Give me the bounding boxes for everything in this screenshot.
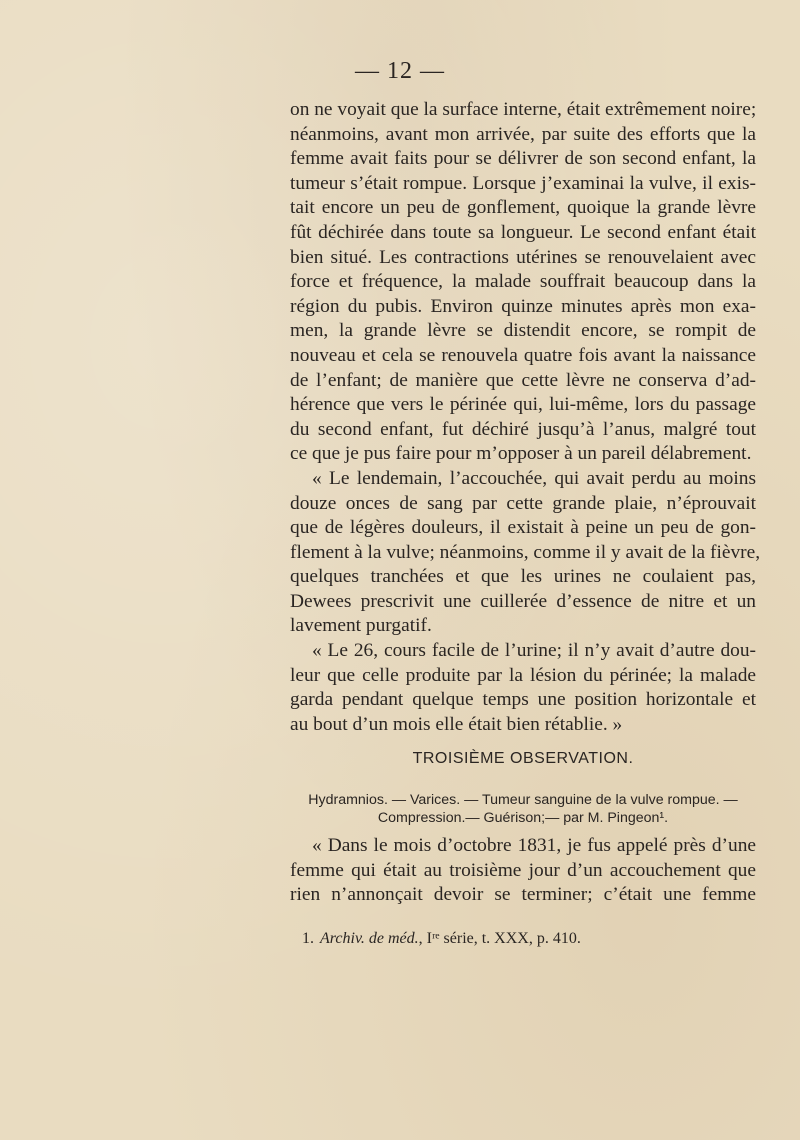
footnote-journal: Archiv. de méd.	[320, 930, 419, 947]
footnote-number: 1.	[302, 930, 314, 947]
text-line: ce que je pus faire pour m’opposer à un pareil délabrement.	[290, 443, 752, 465]
page-number: — 12 —	[355, 58, 445, 84]
text-line: « Le 26, cours facile de l’urine; il n’y avait d’autre dou-	[312, 640, 756, 662]
text-line: femme qui était au troisième jour d’un accouchement que	[290, 859, 756, 881]
text-line: bien situé. Les contractions utérines se renouvelaient avec	[290, 246, 756, 268]
text-line: fût déchirée dans toute sa longueur. Le second enfant était	[290, 221, 756, 243]
section-heading: TROISIÈME OBSERVATION.	[412, 750, 634, 767]
text-line: on ne voyait que la surface interne, était extrêmement noire;	[290, 99, 757, 120]
text-line: garda pendant quelque temps une position horizontale et	[290, 689, 756, 711]
text-line: force et fréquence, la malade souffrait beaucoup dans la	[290, 271, 756, 293]
text-line: tait encore un peu de gonflement, quoique la grande lèvre	[290, 197, 756, 219]
text-line: men, la grande lèvre se distendit encore, se rompit de	[290, 320, 756, 342]
text-line: flement à la vulve; néanmoins, comme il y avait de la fièvre,	[290, 541, 761, 563]
text-line: néanmoins, avant mon arrivée, par suite des efforts que la	[290, 123, 756, 145]
text-line: du second enfant, fut déchiré jusqu’à l’anus, malgré tout	[290, 418, 756, 440]
text-line: Dewees prescrivit une cuillerée d’essence de nitre et un	[290, 590, 756, 612]
body-text-bottom	[290, 834, 756, 908]
text-line: hérence que vers le périnée qui, lui-même, lors du passage	[290, 394, 756, 416]
text-line: « Dans le mois d’octobre 1831, je fus appelé près d’une	[312, 835, 756, 856]
text-line: que de légères douleurs, il existait à peine un peu de gon-	[290, 517, 756, 539]
body-text-top	[290, 98, 761, 737]
text-line: région du pubis. Environ quinze minutes après mon exa-	[290, 295, 756, 317]
text-line: lavement purgatif.	[290, 615, 432, 637]
section-summary	[290, 791, 756, 827]
text-line: au bout d’un mois elle était bien rétablie. »	[290, 713, 623, 735]
text-line: douze onces de sang par cette grande plaie, n’éprouvait	[290, 492, 756, 514]
footnote	[302, 929, 756, 949]
text-line: tumeur s’était rompue. Lorsque j’examinai la vulve, il exis-	[290, 172, 756, 194]
text-line: femme avait faits pour se délivrer de son second enfant, la	[290, 148, 756, 170]
text-line: nouveau et cela se renouvela quatre fois avant la naissance	[290, 344, 756, 366]
text-line: leur que celle produite par la lésion du périnée; la malade	[290, 664, 756, 686]
text-line: de l’enfant; de manière que cette lèvre ne conserva d’ad-	[290, 369, 756, 391]
summary-line: Hydramnios. — Varices. — Tumeur sanguine de la vulve rompue. —	[308, 792, 738, 808]
footnote-reference: , Iʳᵉ série, t. XXX, p. 410.	[418, 930, 581, 947]
text-line: « Le lendemain, l’accouchée, qui avait perdu au moins	[312, 467, 756, 489]
text-line: quelques tranchées et que les urines ne coulaient pas,	[290, 566, 756, 588]
summary-line: Compression.— Guérison;— par M. Pingeon¹.	[377, 810, 669, 826]
text-line: rien n’annonçait devoir se terminer; c’était une femme	[290, 884, 756, 906]
